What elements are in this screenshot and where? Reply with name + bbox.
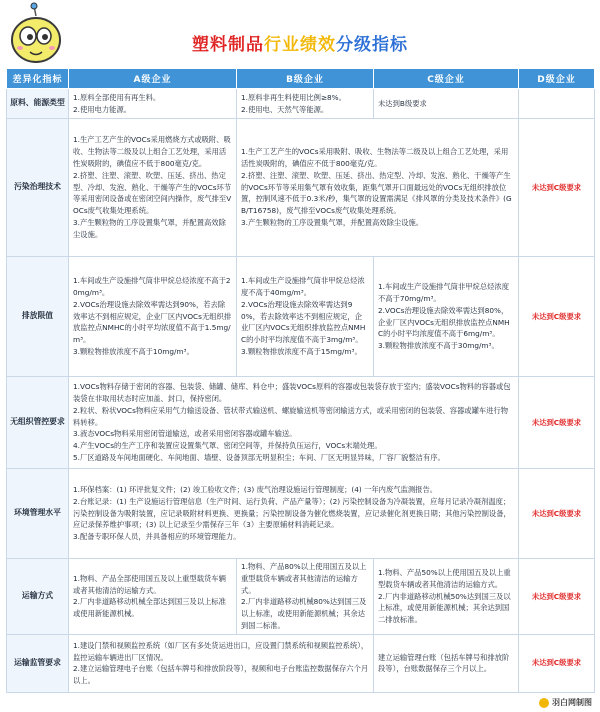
- grade-a-cell: 1.原料全部使用有再生料。 2.使用电力能源。: [69, 89, 237, 119]
- indicator-cell: 排放限值: [7, 257, 69, 377]
- grade-b-cell: 1.原料非再生料使用比例≥8%。 2.使用电、天然气等能源。: [237, 89, 374, 119]
- indicator-cell: 污染治理技术: [7, 119, 69, 257]
- table-row: [7, 89, 595, 119]
- grade-c-cell: 建立运输管理台账（包括车牌号和排放阶段等），台账数据保存三个月以上。: [374, 634, 519, 692]
- column-header-d: D级企业: [519, 69, 595, 89]
- footer-text: 羽白网制图: [552, 698, 592, 707]
- column-header-b: B级企业: [237, 69, 374, 89]
- grade-d-cell: 未达到C级要求: [519, 634, 595, 692]
- grade-d-cell: 未达到C级要求: [519, 559, 595, 635]
- grade-a-cell: 1.物料、产品全部使用国五及以上重型载货车辆或者其他清洁的运输方式。 2.厂内非道路移动机械全部达到国三及以上标准或使用新能源机械。: [69, 559, 237, 635]
- title-part-3: 分级指标: [336, 35, 408, 55]
- grade-bc-cell: 1.生产工艺产生的VOCs采用吸附、吸收、生物法等二级及以上组合工艺处理，采用活性炭吸附的，碘值应不低于800毫克/克。 2.挤塑、注塑、滚塑、吹塑、压延、挤出、热定型、冷却、发泡、熟化、干燥等产生的VOCs环节等采用集气罩有效收集，距集气罩开口面最远处的VOCs无组织排放位置，控制风速不低于0.3米/秒，集气罩的设置需满足《排风罩的分类及技术条件》(GB/T16758)，废气排至VOCs废气收集处理系统。 3.产生颗粒物的工序设置集气罩，并配置高效除尘设施。: [237, 119, 519, 257]
- grade-c-cell: 1.物料、产品50%以上使用国五及以上重型载货车辆或者其他清洁的运输方式。 2.厂内非道路移动机械50%达到国三及以上标准，或使用新能源机械；其余达到国二排放标准。: [374, 559, 519, 635]
- table-row: [7, 119, 595, 257]
- grade-a-cell: 1.车间或生产设施排气筒非甲烷总烃浓度不高于20mg/m³。 2.VOCs治理设施去除效率需达到90%，若去除效率达不到相应规定，企业厂区内VOCs无组织排放监控点NMHC的小时平均浓度值不高于1.5mg/m³。 3.颗粒物排放浓度不高于10mg/m³。: [69, 257, 237, 377]
- indicator-cell: 运输监管要求: [7, 634, 69, 692]
- grade-d-cell: 未达到C级要求: [519, 377, 595, 469]
- grading-table: [6, 68, 595, 693]
- column-header-c: C级企业: [374, 69, 519, 89]
- table-row: [7, 559, 595, 635]
- grade-d-cell: 未达到C级要求: [519, 119, 595, 257]
- grade-d-cell: [519, 89, 595, 119]
- grade-abc-cell: 1.环保档案：(1) 环评批复文件；(2) 竣工验收文件；(3) 废气治理设施运行管理制度；(4) 一年内废气监测报告。 2.台账记录：(1) 生产设施运行管理信息（生产时间、运行负荷、产品产量等）；(2) 污染控制设备为冷凝装置，应每月记录冷凝剂温度；污染控制设备为吸附装置，应记录吸附材料更换、更换量；污染控制设备为催化燃烧装置，应记录催化剂更换日期；其他污染控制设备，应记录保养维护事项；(3) 以上记录至少需保存三年（3）主要原辅材料消耗记录。 3.配备专职环保人员，并具备相应的环境管理能力。: [69, 469, 519, 559]
- indicator-cell: 环境管理水平: [7, 469, 69, 559]
- grade-b-cell: 1.车间或生产设施排气筒非甲烷总烃浓度不高于40mg/m³。 2.VOCs治理设施去除效率需达到90%，若去除效率达不到相应规定，企业厂区内VOCs无组织排放监控点NMHC的小时平均浓度值不高于3mg/m³。 3.颗粒物排放浓度不高于15mg/m³。: [237, 257, 374, 377]
- indicator-cell: 原料、能源类型: [7, 89, 69, 119]
- title-part-2: 行业绩效: [264, 35, 336, 55]
- footer-credit: [539, 697, 592, 708]
- indicator-cell: 运输方式: [7, 559, 69, 635]
- grade-a-cell: 1.生产工艺产生的VOCs采用燃烧方式或吸附、吸收、生物法等二级及以上组合工艺处理，采用活性炭吸附的，碘值应不低于800毫克/克。 2.挤塑、注塑、滚塑、吹塑、压延、挤出、热定型、冷却、发泡、熟化、干燥等产生的VOCs环节等采用密闭设备或在密闭空间内操作，废气排至VOCs废气收集处理系统。 3.产生颗粒物的工序设置集气罩，并配置高效除尘设施。: [69, 119, 237, 257]
- table-row: [7, 469, 595, 559]
- grade-b-cell: 1.物料、产品80%以上使用国五及以上重型载货车辆或者其他清洁的运输方式。 2.厂内非道路移动机械80%达到国三及以上标准，或使用新能源机械；其余达到国二标准。: [237, 559, 374, 635]
- column-header-indicator: 差异化指标: [7, 69, 69, 89]
- indicator-cell: 无组织管控要求: [7, 377, 69, 469]
- table-row: [7, 377, 595, 469]
- table-row: [7, 634, 595, 692]
- grade-c-cell: 1.车间或生产设施排气筒非甲烷总烃浓度不高于70mg/m³。 2.VOCs治理设施去除效率需达到80%，企业厂区内VOCs无组织排放监控点NMHC的小时平均浓度值不高于6mg/m³。 3.颗粒物排放浓度不高于30mg/m³。: [374, 257, 519, 377]
- title-part-1: 塑料制品: [192, 35, 264, 55]
- page-title: [0, 30, 600, 55]
- grade-abc-cell: 1.VOCs物料存储于密闭的容器、包装袋、储罐、储库、料仓中；盛装VOCs原料的容器或包装袋存放于室内；盛装VOCs物料的容器或包装袋在非取用状态时应加盖、封口，保持密闭。 2.粒状、粉状VOCs物料应采用气力输送设备、管状带式输送机、螺旋输送机等密闭输送方式，或采用密闭的包装袋、容器或罐车进行物料转移。 3.液态VOCs物料采用密闭管道输送，或者采用密闭容器或罐车输送。 4.产生VOCs的生产工序和装置应设置集气罩、密闭空间等，并保持负压运行，VOCs末端处理。 5.厂区道路及车间地面硬化、车间地面、墙壁、设备顶部无明显积尘；车间、厂区无明显异味，厂容厂貌整洁有序。: [69, 377, 519, 469]
- grade-d-cell: 未达到C级要求: [519, 257, 595, 377]
- column-header-a: A级企业: [69, 69, 237, 89]
- table-row: [7, 257, 595, 377]
- grade-ab-cell: 1.建设门禁和视频监控系统（如厂区有多处货运进出口，应设置门禁系统和视频监控系统），监控运输车辆进出厂区情况。 2.建立运输管理电子台账（包括车牌号和排放阶段等），视频和电子台账监控数据保存六个月以上。: [69, 634, 374, 692]
- page-header: [0, 0, 600, 68]
- grade-c-cell: 未达到B级要求: [374, 89, 519, 119]
- logo-icon: [539, 698, 549, 708]
- grade-d-cell: 未达到C级要求: [519, 469, 595, 559]
- table-header-row: [7, 69, 595, 89]
